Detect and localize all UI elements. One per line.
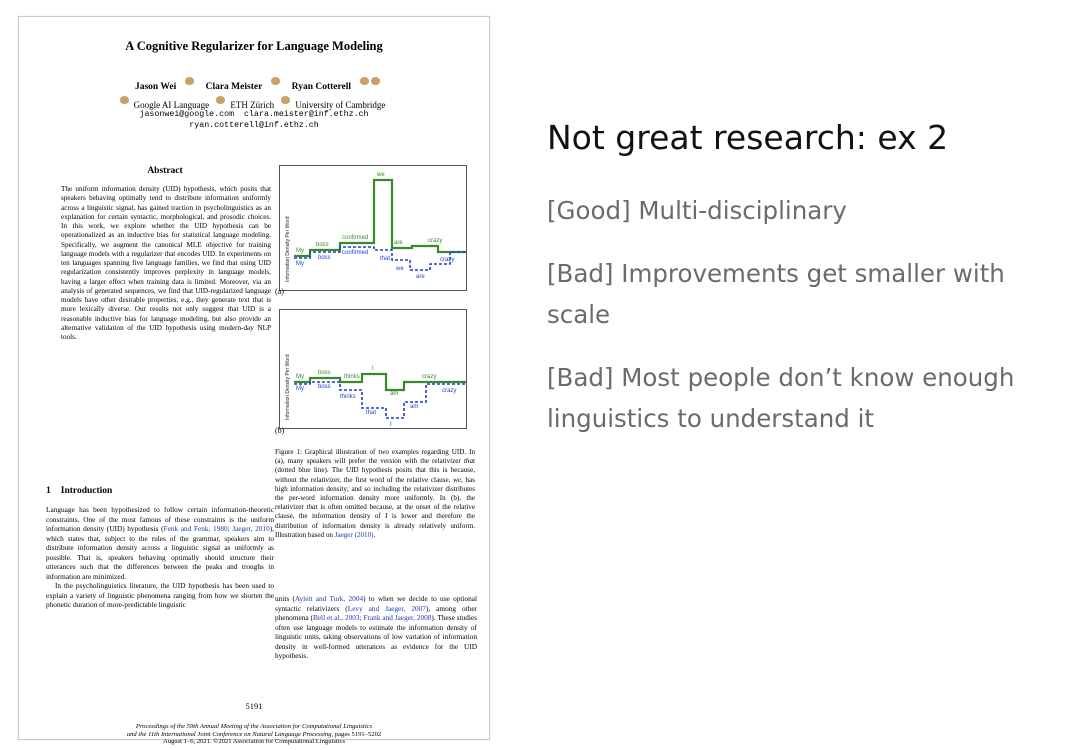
slide-bullet: [Good] Multi-disciplinary [547,196,847,225]
body-text: ), among other phenomena ( [275,603,477,622]
monkey-emoji-icon [360,77,369,85]
monkey-emoji-icon [120,96,129,104]
footer-line: and the 11th International Joint Conference on Natural Language Processing [126,730,332,738]
monkey-emoji-icon [185,77,194,85]
word-label: we [396,266,404,272]
citation-link[interactable]: Aylett and Turk, 2004 [294,594,364,603]
proceedings-footer [19,723,489,746]
word-label: that [380,256,391,262]
slide-bullet: [Bad] Improvements get smaller with scale [547,259,1005,329]
author-list [19,77,489,92]
word-label: am [410,404,419,410]
caption-italic: that [463,457,475,466]
word-label: My [296,374,304,380]
figure-1b-plot [280,310,466,428]
citation-link[interactable]: Bell et al., 2003; Frank and Jaeger, 2008 [312,613,432,622]
author-emails [19,109,489,131]
abstract-text: The uniform information density (UID) hypothesis, which posits that speakers behaving optimally tend to distribute information uniformly across a linguistic signal, has gained traction in psycholinguistics as an explanation for certain syntactic, morphological, and prosodic choices. In this work, we explore whether the UID hypothesis can be operationalized as an inductive bias for statistical language modeling. Specifically, we augment the canonical MLE objective for training language models with a regularizer that encodes UID. In experiments on ten languages spanning five language families, we find that using UID regularization consistently improves perplexity in language models, having a larger effect when training data is limited. Moreover, via an analysis of generated sequences, we find that UID-regularized language models have other desirable properties, e.g., they generate text that is more lexically diverse. Our results not only suggest that UID is a reasonable inductive bias for language modeling, but also provide an alternative validation of the UID hypothesis using modern-day NLP tools. [61,185,271,341]
abstract-heading: Abstract [147,166,183,176]
affiliation: University of Cambridge [295,100,386,110]
monkey-emoji-icon [216,96,225,104]
email-line: ryan.cotterell@inf.ethz.ch [189,121,319,130]
footer-line: , pages 5191–5202 [331,730,382,738]
word-label: thinks [344,374,360,380]
section-heading [46,486,112,496]
email-line: jasonwei@google.com clara.meister@inf.ethz.ch [139,110,369,119]
figure-label-a: (a) [275,287,284,296]
affiliation: Google AI Language [133,100,210,110]
figure-1a [279,165,467,291]
paper-title: A Cognitive Regularizer for Language Modeling [125,39,383,53]
word-label: boss [318,370,331,376]
word-label: crazy [422,374,437,380]
caption-text: is lower and therefore the distribution of information density is already relatively uniform. Illustration based on [275,512,475,539]
figure-1a-plot [280,166,466,290]
figure-y-axis-label: Information Density Per Word [285,354,291,420]
word-label: My [296,386,304,392]
slide-title: Not great research: ex 2 [547,118,949,157]
word-label: are [416,274,425,280]
caption-text: is often omitted because, at the onset of the relative clause, the information density of [275,503,475,521]
body-text: ). These studies often use language models to estimate the information density of linguistic units, taking observations of low variation of information density in well-formed utterances as evidence for the UID hypothesis. [275,613,478,660]
paragraph: In the psycholinguistics literature, the UID hypothesis has been used to explain a variety of linguistic phenomena ranging from how we shorten the phonetic duration of more-predictable linguistic [46,581,274,609]
citation-link[interactable]: Levy and Jaeger, 2007 [347,603,426,613]
monkey-emoji-icon [281,96,290,104]
word-label: My [296,248,304,254]
word-label: boss [318,255,331,261]
right-column-text [275,594,477,661]
word-label: crazy [442,388,457,394]
author-name: Clara Meister [205,82,263,93]
word-label: My [296,261,304,267]
caption-text: . [373,530,376,539]
figure-1b [279,309,467,429]
author-name: Jason Wei [134,82,177,93]
word-label: am [390,391,399,397]
figure-label-b: (b) [275,426,285,435]
caption-italic: we [453,475,462,484]
word-label: boss [318,384,331,390]
figure-caption [275,448,475,540]
author-name: Ryan Cotterell [291,82,352,93]
paper-page [18,16,490,746]
caption-text: Figure 1: Graphical illustration of two examples regarding UID. In (a), many speakers will prefer the version with the relativizer [275,448,475,466]
body-text: units ( [275,594,295,603]
caption-italic: that [306,503,318,512]
caption-italic: I [385,512,388,521]
body-text: Language has been hypothesized to follow certain information-theoretic constraints. One of the most famous of these constraints is the uniform information density (UID) hypothesis ( [46,505,274,533]
footer-line: August 1–6, 2021. ©2021 Association for Computational Linguistics [162,738,346,746]
figure-y-axis-label: Information Density Per Word [285,216,291,282]
citation-link[interactable]: Fenk and Fenk, 1980; Jaeger, 2010 [163,524,270,533]
word-label: are [394,240,403,246]
introduction-text [46,505,274,610]
affiliation: ETH Zürich [230,100,275,110]
word-label: I [372,366,374,372]
word-label: thinks [340,394,356,400]
word-label: that [366,410,377,416]
footer-line: Proceedings of the 59th Annual Meeting of the Association for Computational Linguistics [135,723,373,730]
word-label: crazy [440,257,455,263]
affiliation-list [19,96,489,110]
section-number: 1 [46,486,51,496]
section-title: Introduction [60,486,113,496]
monkey-emoji-icon [271,77,280,85]
caption-text: (dotted blue line). The UID hypothesis posits that this is because, without the relativizer, the first word of the relative clause, [275,466,475,484]
word-label: confirmed [342,235,369,241]
slide-bullet: [Bad] Most people don’t know enough linguistics to understand it [547,363,1015,433]
paragraph [46,505,274,581]
word-label: boss [316,242,329,248]
page-number: 5191 [245,701,263,711]
word-label: I [390,422,392,428]
word-label: confirmed [342,250,369,256]
body-text: ), which states that, subject to the rules of the grammar, speakers aim to distribute information density across a linguistic signal as uniformly as possible. That is, speakers behaving optimally should structure their utterances such that the differences between the peaks and troughs in information are minimized. [46,524,274,581]
body-text: ) to when we decide to use optional syntactic relativizers ( [275,594,477,613]
monkey-emoji-icon [371,77,380,85]
word-label: we [377,172,385,178]
citation-link[interactable]: Jaeger (2010) [334,530,374,539]
word-label: crazy [428,238,443,244]
caption-text: , has high information density; and so including the relativizer distributes the per-word information density more uniformly. In (b), the relativizer [275,475,475,512]
